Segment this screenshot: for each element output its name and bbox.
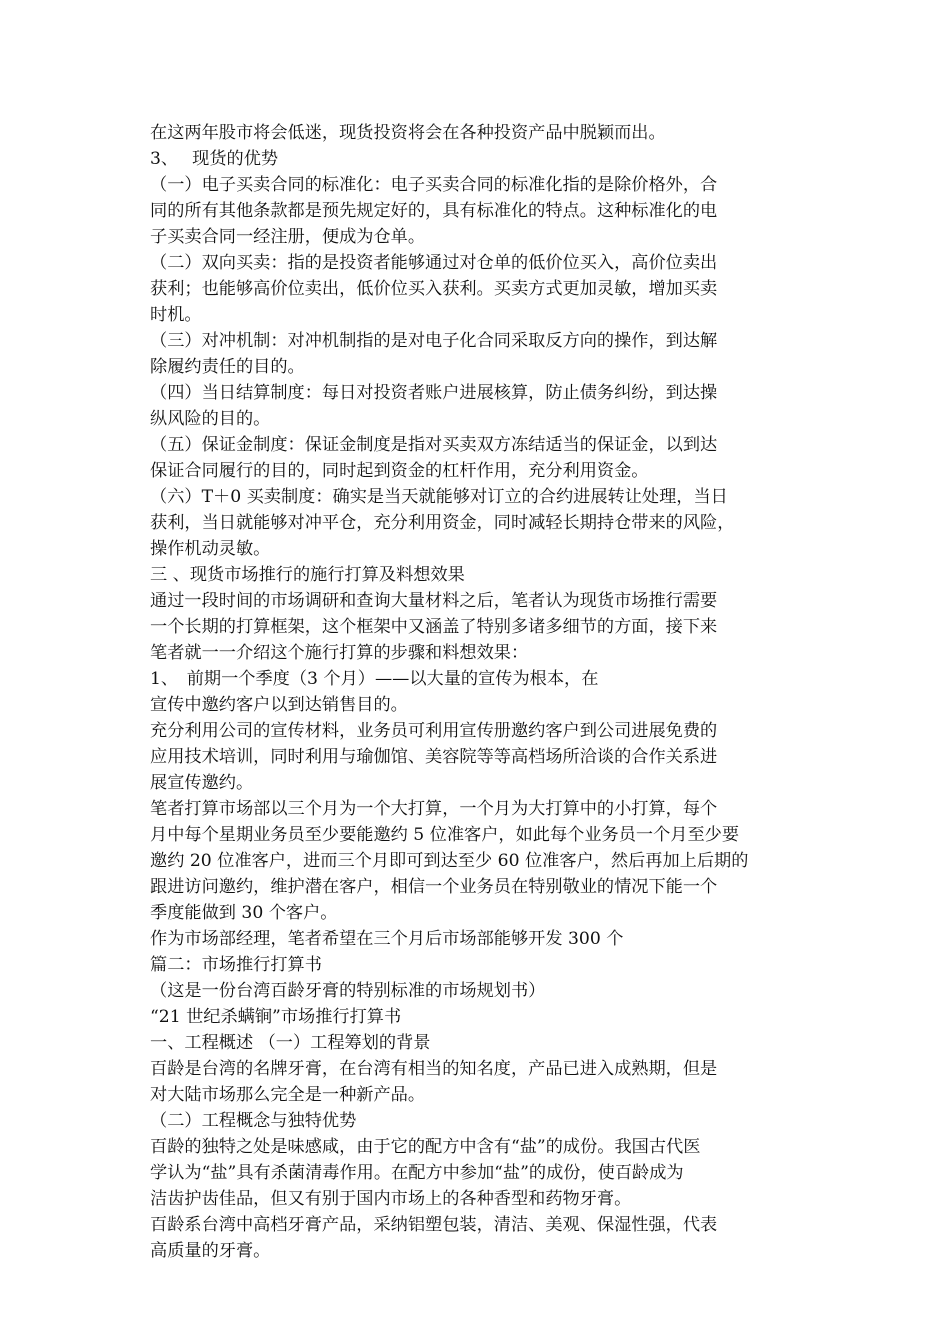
text-line: （这是一份台湾百龄牙膏的特别标准的市场规划书） — [150, 981, 546, 1001]
text-line: 学认为“盐”具有杀菌清毒作用。在配方中参加“盐”的成份，使百龄成为 — [150, 1163, 684, 1183]
document-body — [150, 120, 810, 1264]
text-line: 获利；也能够高价位卖出，低价位买入获利。买卖方式更加灵敏，增加买卖 — [150, 279, 718, 299]
text-line: （一）电子买卖合同的标准化：电子买卖合同的标准化指的是除价格外，合 — [150, 175, 718, 195]
text-line: 高质量的牙膏。 — [150, 1241, 271, 1261]
text-line: 百龄系台湾中高档牙膏产品，采纳铝塑包装，清洁、美观、保湿性强，代表 — [150, 1215, 718, 1235]
text-line: （二）双向买卖：指的是投资者能够通过对仓单的低价位买入，高价位卖出 — [150, 253, 718, 273]
text-line: 子买卖合同一经注册，便成为仓单。 — [150, 227, 426, 247]
text-line: 纵风险的目的。 — [150, 409, 271, 429]
text-line: （三）对冲机制：对冲机制指的是对电子化合同采取反方向的操作，到达解 — [150, 331, 718, 351]
text-line: 宣传中邀约客户以到达销售目的。 — [150, 695, 408, 715]
text-line: 篇二：市场推行打算书 — [150, 955, 322, 975]
text-line: 3、 现货的优势 — [150, 149, 279, 169]
text-line: 对大陆市场那么完全是一种新产品。 — [150, 1085, 426, 1105]
text-line: 通过一段时间的市场调研和查询大量材料之后，笔者认为现货市场推行需要 — [150, 591, 718, 611]
text-line: 时机。 — [150, 305, 202, 325]
text-line: 在这两年股市将会低迷，现货投资将会在各种投资产品中脱颖而出。 — [150, 123, 666, 143]
text-line: （六）T＋0 买卖制度：确实是当天就能够对订立的合约进展转让处理，当日 — [150, 487, 728, 507]
text-line: 同的所有其他条款都是预先规定好的，具有标准化的特点。这种标准化的电 — [150, 201, 718, 221]
text-line: 1、 前期一个季度（3 个月）——以大量的宣传为根本，在 — [150, 669, 599, 689]
text-line: 洁齿护齿佳品，但又有别于国内市场上的各种香型和药物牙膏。 — [150, 1189, 632, 1209]
text-line: 操作机动灵敏。 — [150, 539, 271, 559]
text-line: 充分利用公司的宣传材料，业务员可利用宣传册邀约客户到公司进展免费的 — [150, 721, 718, 741]
text-line: 应用技术培训，同时利用与瑜伽馆、美容院等等高档场所洽谈的合作关系进 — [150, 747, 718, 767]
text-line: “21 世纪杀螨锏”市场推行打算书 — [150, 1007, 402, 1027]
text-line: 月中每个星期业务员至少要能邀约 5 位准客户，如此每个业务员一个月至少要 — [150, 825, 740, 845]
text-line: 获利，当日就能够对冲平仓，充分利用资金，同时减轻长期持仓带来的风险， — [150, 513, 735, 533]
text-line: 百龄是台湾的名牌牙膏，在台湾有相当的知名度，产品已进入成熟期，但是 — [150, 1059, 718, 1079]
text-line: 展宣传邀约。 — [150, 773, 254, 793]
text-line: 一个长期的打算框架，这个框架中又涵盖了特别多诸多细节的方面，接下来 — [150, 617, 718, 637]
text-line: （四）当日结算制度：每日对投资者账户进展核算，防止债务纠纷，到达操 — [150, 383, 718, 403]
text-line: （五）保证金制度：保证金制度是指对买卖双方冻结适当的保证金，以到达 — [150, 435, 718, 455]
text-line: 跟进访问邀约，维护潜在客户，相信一个业务员在特别敬业的情况下能一个 — [150, 877, 718, 897]
text-line: 季度能做到 30 个客户。 — [150, 903, 338, 923]
text-line: 一、工程概述 （一）工程筹划的背景 — [150, 1033, 431, 1053]
text-line: 笔者打算市场部以三个月为一个大打算，一个月为大打算中的小打算，每个 — [150, 799, 718, 819]
text-line: 笔者就一一介绍这个施行打算的步骤和料想效果： — [150, 643, 529, 663]
text-line: 三 、现货市场推行的施行打算及料想效果 — [150, 565, 465, 585]
text-line: 邀约 20 位准客户，进而三个月即可到达至少 60 位准客户，然后再加上后期的 — [150, 851, 749, 871]
text-line: 百龄的独特之处是味感咸，由于它的配方中含有“盐”的成份。我国古代医 — [150, 1137, 701, 1157]
text-line: 除履约责任的目的。 — [150, 357, 305, 377]
text-line: （二）工程概念与独特优势 — [150, 1111, 357, 1131]
text-line: 作为市场部经理，笔者希望在三个月后市场部能够开发 300 个 — [150, 929, 624, 949]
text-line: 保证合同履行的目的，同时起到资金的杠杆作用，充分利用资金。 — [150, 461, 649, 481]
